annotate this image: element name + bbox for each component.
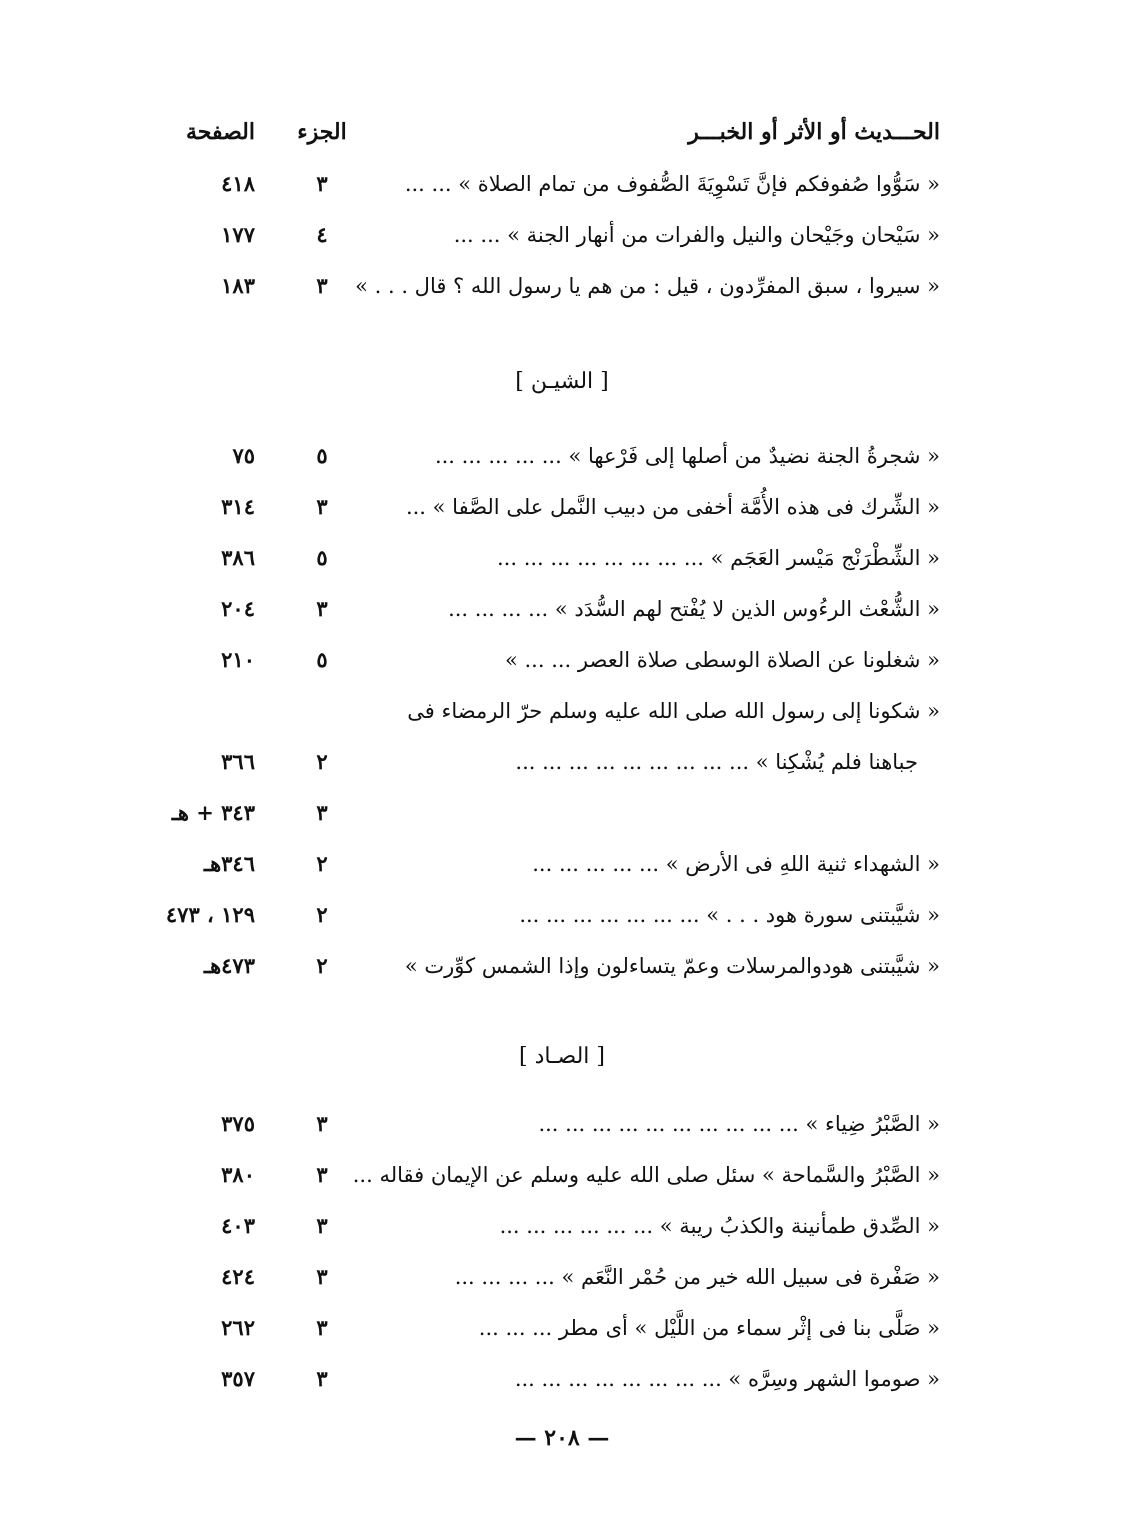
section-heading-sad: [0, 1037, 1124, 1077]
page-number: ٧٥: [232, 443, 255, 468]
page-number: ٣٤٦هـ: [203, 851, 255, 876]
table-row: [0, 1257, 1124, 1297]
column-headers: [0, 112, 1124, 152]
table-row: [0, 215, 1124, 255]
page-number: ٢١٠: [221, 647, 255, 672]
hadith-text: « شيَّبتنى هودوالمرسلات وعمّ يتساءلون وإذا الشمس كوِّرت »: [404, 954, 940, 978]
table-row: [0, 793, 1124, 833]
header-page: الصفحة: [185, 119, 255, 145]
part-number: ٤: [316, 222, 328, 247]
part-number: ٢: [316, 902, 328, 927]
part-number: ٢: [316, 953, 328, 978]
part-number: ٥: [316, 545, 328, 570]
page-number: ٢٠٤: [221, 596, 255, 621]
part-number: ٣: [316, 494, 328, 519]
page-number: ٢٦٢: [221, 1315, 255, 1340]
header-hadith: الحـــديث أو الأثر أو الخبـــر: [688, 119, 940, 145]
hadith-text: « صوموا الشهر وسِرَّه » ... ... ... ... ... ... ... ...: [514, 1367, 940, 1391]
hadith-text: « سَيْحان وجَيْحان والنيل والفرات من أنهار الجنة » ... ...: [453, 223, 940, 247]
header-part: الجزء: [297, 119, 347, 145]
hadith-text: « الشهداء ثنية اللهِ فى الأرض » ... ... ... ... ...: [532, 852, 940, 876]
page-number: ٤٢٤: [221, 1264, 255, 1289]
part-number: ٣: [316, 171, 328, 196]
page-number: ٣٤٣ + هـ: [171, 800, 255, 825]
hadith-text: « الصِّدق طمأنينة والكذبُ ريبة » ... ... ... ... ... ...: [499, 1214, 940, 1238]
hadith-text: « صَفْرة فى سبيل الله خير من حُمْر النَّعَم » ... ... ... ...: [454, 1265, 940, 1289]
page-number: ٣١٤: [221, 494, 255, 519]
page-number: ١٧٧: [221, 222, 255, 247]
page-number: [110, 691, 255, 731]
page-number: ١٨٣: [221, 273, 255, 298]
hadith-text: « الشِّطْرَنْج مَيْسر العَجَم » ... ... ... ... ... ... ... ...: [497, 546, 940, 570]
part-number: ٢: [316, 851, 328, 876]
hadith-text: « شكونا إلى رسول الله صلى الله عليه وسلم حرّ الرمضاء فى: [407, 699, 940, 723]
page-number: ٤٠٣: [221, 1213, 255, 1238]
part-number: ٣: [316, 1162, 328, 1187]
hadith-text: « سيروا ، سبق المفرِّدون ، قيل : من هم يا رسول الله ؟ قال . . . »: [355, 274, 940, 298]
hadith-text: « شغلونا عن الصلاة الوسطى صلاة العصر ... ... »: [504, 648, 940, 672]
table-row: [0, 266, 1124, 306]
part-number: ٣: [316, 1315, 328, 1340]
part-number: ٣: [316, 273, 328, 298]
hadith-text: « صَلَّى بنا فى إثْر سماء من اللَّيْل » أى مطر ... ... ...: [478, 1316, 940, 1340]
page-number-footer: — ٢٠٨ —: [514, 1425, 610, 1451]
table-row: [0, 538, 1124, 578]
part-number: [292, 691, 352, 731]
hadith-text: « الصَّبْرُ والسَّماحة » سئل صلى الله عليه وسلم عن الإيمان فقاله ...: [352, 1163, 940, 1187]
table-row: [0, 1104, 1124, 1144]
hadith-text: « سَوُّوا صُفوفكم فإنَّ تَسْوِيَةَ الصُّفوف من تمام الصلاة » ... ...: [404, 172, 940, 196]
part-number: ٣: [316, 1264, 328, 1289]
section-title: [ الصـاد ]: [519, 1044, 605, 1069]
hadith-text: « الشُّعْث الرءُوس الذين لا يُفْتح لهم السُّدَد » ... ... ... ...: [448, 597, 940, 621]
part-number: ٢: [316, 749, 328, 774]
part-number: ٣: [316, 596, 328, 621]
table-row: [0, 640, 1124, 680]
table-row: [0, 946, 1124, 986]
table-row: [0, 436, 1124, 476]
hadith-text: « الشِّرك فى هذه الأُمَّة أخفى من دبيب النَّمل على الصَّفا » ...: [405, 495, 940, 519]
page-number: ٤١٨: [221, 171, 255, 196]
part-number: ٣: [316, 800, 328, 825]
table-row: [0, 164, 1124, 204]
hadith-text: [320, 793, 940, 833]
section-heading-shin: [0, 362, 1124, 402]
page-number: ٤٧٣هـ: [203, 953, 255, 978]
part-number: ٣: [316, 1366, 328, 1391]
part-number: ٣: [316, 1111, 328, 1136]
table-row: [0, 589, 1124, 629]
table-row: [0, 1155, 1124, 1195]
page-number: ٣٨٠: [221, 1162, 255, 1187]
table-row: [0, 844, 1124, 884]
hadith-text: « شيَّبتنى سورة هود . . . » ... ... ... ... ... ... ...: [519, 903, 940, 927]
table-row: [0, 691, 1124, 731]
hadith-text: « شجرةُ الجنة نضيدٌ من أصلها إلى فَرْعها » ... ... ... ... ...: [434, 444, 940, 468]
page-number: ٣٨٦: [221, 545, 255, 570]
page-number: ٣٧٥: [221, 1111, 255, 1136]
page-number: ١٢٩ ، ٤٧٣: [165, 902, 255, 927]
hadith-text: « الصَّبْرُ ضِياء » ... ... ... ... ... ... ... ... ... ...: [538, 1112, 940, 1136]
table-row: [0, 487, 1124, 527]
table-row: [0, 1206, 1124, 1246]
part-number: ٣: [316, 1213, 328, 1238]
part-number: ٥: [316, 443, 328, 468]
section-title: [ الشيـن ]: [515, 369, 609, 394]
table-row: [0, 1308, 1124, 1348]
table-row: [0, 1359, 1124, 1399]
table-row: [0, 742, 1124, 782]
table-row: [0, 895, 1124, 935]
page-number: ٣٥٧: [221, 1366, 255, 1391]
page-number: ٣٦٦: [221, 749, 255, 774]
part-number: ٥: [316, 647, 328, 672]
hadith-text: جباهنا فلم يُشْكِنا » ... ... ... ... ... ... ... ... ...: [515, 750, 918, 774]
